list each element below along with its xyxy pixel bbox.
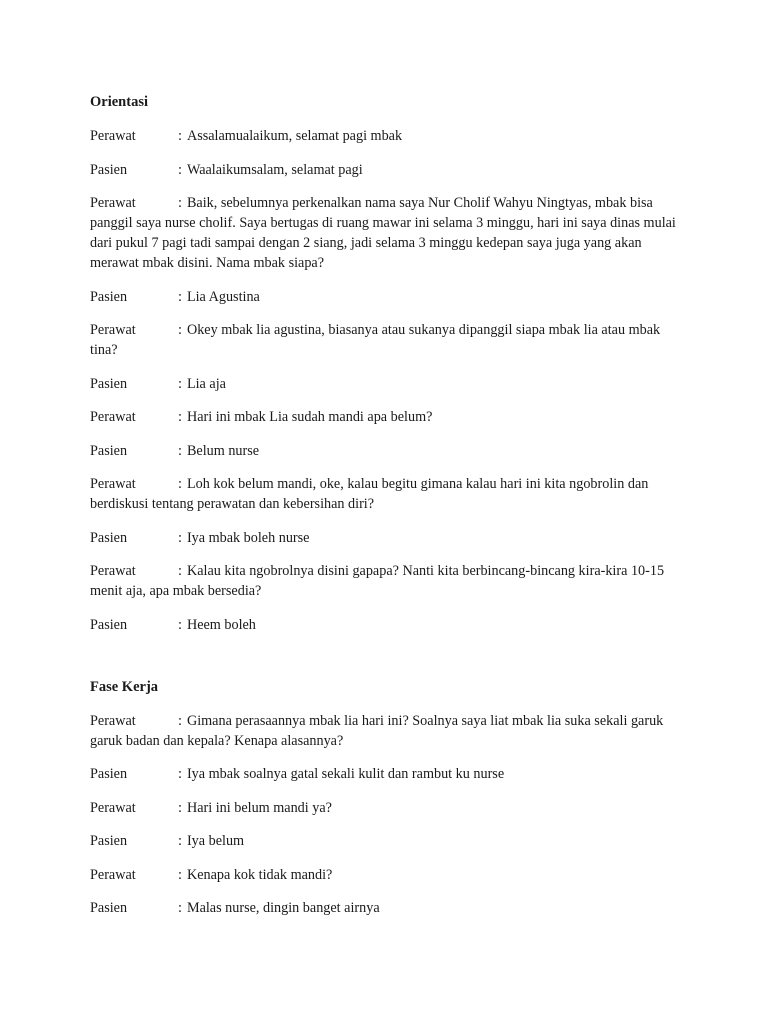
dialogue-line: Perawat : Assalamualaikum, selamat pagi mbak [90,128,403,144]
dialogue-line: Perawat : Hari ini belum mandi ya? [90,799,332,816]
section-fase-kerja [90,677,680,919]
dialogue-text: Malas nurse, dingin banget airnya [186,900,380,916]
dialogue-text: Iya mbak boleh nurse [186,529,310,546]
dialogue-line: Perawat : Hari ini mbak Lia sudah mandi apa belum? [90,409,433,425]
speaker-label: Perawat [90,866,136,883]
speaker-label: Perawat [90,799,136,816]
speaker-label: Perawat [90,712,136,729]
dialogue-line: Perawat : Baik, sebelumnya perkenalkan nama saya Nur Cholif Wahyu Ningtyas, mbak bisa panggil saya nurse cholif. Saya bertugas di ruang mawar ini selama 3 minggu, hari ini saya dinas mulai dari pukul 7 pagi tadi sampai dengan 2 siang, jadi selama 3 minggu kedepan saya juga yang akan merawat mbak disini. Nama mbak siapa? [90,195,676,271]
speaker-label: Pasien [90,616,128,633]
dialogue-text: Gimana perasaannya mbak lia hari ini? Soalnya saya liat mbak lia suka sekali garuk garuk badan dan kepala? Kenapa alasannya? [90,712,664,749]
dialogue-text: Loh kok belum mandi, oke, kalau begitu gimana kalau hari ini kita ngobrolin dan berdiskusi tentang perawatan dan kebersihan diri? [90,476,649,512]
dialogue-text: Assalamualaikum, selamat pagi mbak [186,128,403,144]
speaker-label: Perawat [90,322,136,338]
dialogue-line: Perawat : Gimana perasaannya mbak lia hari ini? Soalnya saya liat mbak lia suka sekali garuk garuk badan dan kepala? Kenapa alasannya? [90,712,664,749]
dialogue-text: Kenapa kok tidak mandi? [186,866,333,883]
dialogue-line: Pasien : Waalaikumsalam, selamat pagi [90,161,363,178]
dialogue-text: Iya mbak soalnya gatal sekali kulit dan rambut ku nurse [186,766,505,782]
section-heading: Fase Kerja [90,678,159,695]
speaker-label: Pasien [90,161,128,178]
section-heading: Orientasi [90,94,148,110]
dialogue-line: Pasien : Belum nurse [90,442,260,459]
dialogue-text: Kalau kita ngobrolnya disini gapapa? Nanti kita berbincang-bincang kira-kira 10-15 menit aja, apa mbak bersedia? [90,563,665,599]
dialogue-line: Pasien : Iya mbak boleh nurse [90,529,310,546]
speaker-label: Pasien [90,900,128,916]
dialogue-text: Iya belum [186,833,245,849]
dialogue-text: Baik, sebelumnya perkenalkan nama saya Nur Cholif Wahyu Ningtyas, mbak bisa panggil saya nurse cholif. Saya bertugas di ruang mawar ini selama 3 minggu, hari ini saya dinas mulai dari pukul 7 pagi tadi sampai dengan 2 siang, jadi selama 3 minggu kedepan saya juga yang akan merawat mbak disini. Nama mbak siapa? [90,195,676,271]
dialogue-text: Belum nurse [186,442,260,459]
dialogue-line: Pasien : Iya belum [90,833,245,849]
dialogue-text: Waalaikumsalam, selamat pagi [186,161,363,178]
dialogue-text: Okey mbak lia agustina, biasanya atau sukanya dipanggil siapa mbak lia atau mbak tina? [90,322,661,358]
speaker-label: Perawat [90,128,136,144]
dialogue-line: Perawat : Okey mbak lia agustina, biasanya atau sukanya dipanggil siapa mbak lia atau mbak tina? [90,322,661,358]
dialogue-line: Pasien : Lia Agustina [90,288,260,305]
dialogue-line: Pasien : Malas nurse, dingin banget airnya [90,900,380,916]
speaker-label: Perawat [90,409,136,425]
speaker-label: Pasien [90,288,128,305]
speaker-label: Pasien [90,375,128,392]
dialogue-line: Perawat : Kalau kita ngobrolnya disini gapapa? Nanti kita berbincang-bincang kira-kira 10-15 menit aja, apa mbak bersedia? [90,563,665,599]
dialogue-line: Pasien : Lia aja [90,375,226,392]
speaker-label: Pasien [90,529,128,546]
document-page [90,92,680,932]
speaker-label: Pasien [90,766,128,782]
dialogue-line: Pasien : Iya mbak soalnya gatal sekali kulit dan rambut ku nurse [90,766,505,782]
dialogue-text: Lia Agustina [186,288,260,305]
dialogue-line: Perawat : Loh kok belum mandi, oke, kalau begitu gimana kalau hari ini kita ngobrolin dan berdiskusi tentang perawatan dan kebersihan diri? [90,476,649,512]
speaker-label: Pasien [90,442,128,459]
dialogue-line: Pasien : Heem boleh [90,616,256,633]
dialogue-text: Lia aja [186,375,226,392]
speaker-label: Pasien [90,833,128,849]
dialogue-text: Heem boleh [186,616,256,633]
speaker-label: Perawat [90,476,136,492]
dialogue-text: Hari ini belum mandi ya? [186,799,332,816]
speaker-label: Perawat [90,563,136,579]
dialogue-line: Perawat : Kenapa kok tidak mandi? [90,866,333,883]
dialogue-text: Hari ini mbak Lia sudah mandi apa belum? [186,409,433,425]
speaker-label: Perawat [90,195,136,211]
section-orientasi [90,92,680,635]
